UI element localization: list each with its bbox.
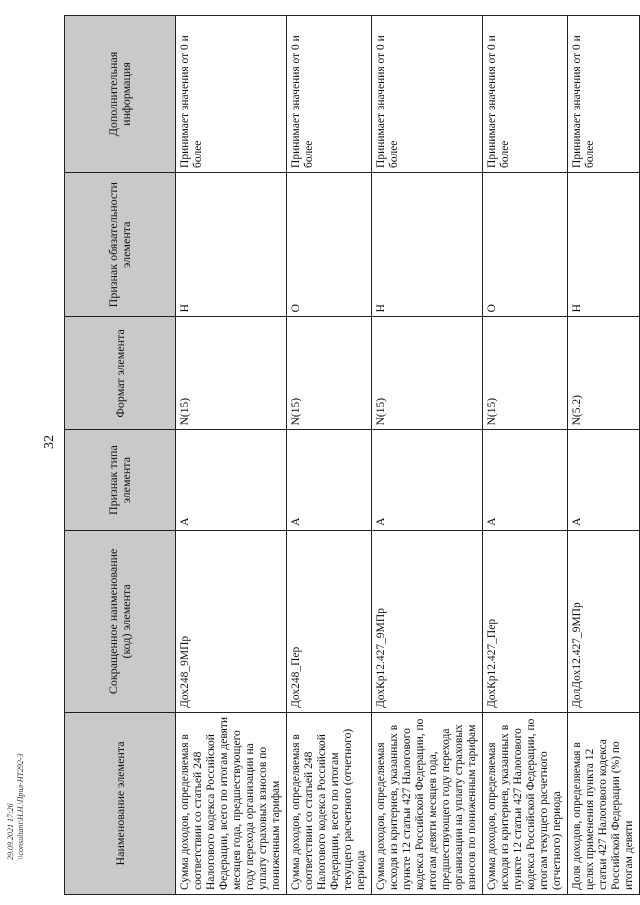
cell-info: Принимает значения от 0 и более	[483, 16, 568, 173]
cell-format: N(15)	[287, 317, 372, 430]
cell-required: Н	[372, 172, 483, 316]
page-number: 32	[42, 435, 57, 449]
header-info: Дополнительная информация	[65, 16, 176, 173]
table-header-row	[65, 16, 176, 895]
cell-name: Сумма доходов, определяемая исходя из критериев, указанных в пункте 12 статьи 427 Налогового кодекса Российской Федерации, по итогам текущего расчетного (отчетного) периода	[483, 712, 568, 894]
header-required: Признак обязательности элемента	[65, 172, 176, 316]
cell-name: Доля доходов, определяемая в целях применения пункта 12 статьи 427 Налогового кодекса Российской Федерации (%) по итогам девяти	[568, 712, 640, 894]
cell-type: А	[176, 430, 287, 530]
cell-code: Дох248_9МПр	[176, 530, 287, 712]
cell-name: Сумма доходов, определяемая исходя из критериев, указанных в пункте 12 статьи 427 Налогового кодекса Российской Федерации, по итогам девяти месяцев года, предшествующего году перехода организации на уплату страховых взносов по пониженным тарифам	[372, 712, 483, 894]
header-name: Наименование элемента	[65, 712, 176, 894]
header-format: Формат элемента	[65, 317, 176, 430]
cell-info: Принимает значения от 0 и более	[568, 16, 640, 173]
cell-info: Принимает значения от 0 и более	[287, 16, 372, 173]
table-row	[176, 16, 287, 895]
document-stamp	[6, 700, 32, 860]
cell-info: Принимает значения от 0 и более	[372, 16, 483, 173]
cell-type: А	[568, 430, 640, 530]
cell-required: Н	[176, 172, 287, 316]
cell-code: ДохКр12.427_Пер	[483, 530, 568, 712]
cell-name: Сумма доходов, определяемая в соответствии со статьей 248 Налогового кодекса Российской Федерации, всего по итогам девяти месяцев года, предшествующего году перехода организации на уплату страховых взносов по пониженным тарифам	[176, 712, 287, 894]
stamp-path: \\consultant\Н.Н.\Прил-НТ292-3	[16, 753, 25, 860]
cell-format: N(15)	[372, 317, 483, 430]
cell-format: N(15)	[483, 317, 568, 430]
table-row	[372, 16, 483, 895]
cell-code: ДохКр12.427_9МПр	[372, 530, 483, 712]
header-type: Признак типа элемента	[65, 430, 176, 530]
header-code: Сокращенное наименование (код) элемента	[65, 530, 176, 712]
cell-code: Дох248_Пер	[287, 530, 372, 712]
cell-code: ДолДох12.427_9МПр	[568, 530, 640, 712]
rotated-table-container	[64, 15, 635, 895]
stamp-date: 29.09.2021 17:26	[6, 803, 15, 860]
cell-format: N(5.2)	[568, 317, 640, 430]
cell-required: Н	[568, 172, 640, 316]
elements-table	[64, 15, 640, 895]
table-row	[287, 16, 372, 895]
cell-type: А	[287, 430, 372, 530]
cell-format: N(15)	[176, 317, 287, 430]
cell-required: О	[483, 172, 568, 316]
table-row	[483, 16, 568, 895]
cell-info: Принимает значения от 0 и более	[176, 16, 287, 173]
cell-type: А	[372, 430, 483, 530]
cell-name: Сумма доходов, определяемая в соответствии со статьей 248 Налогового кодекса Российской Федерации, всего по итогам текущего расчетного (отчетного) периода	[287, 712, 372, 894]
cell-type: А	[483, 430, 568, 530]
table-row	[568, 16, 640, 895]
cell-required: О	[287, 172, 372, 316]
